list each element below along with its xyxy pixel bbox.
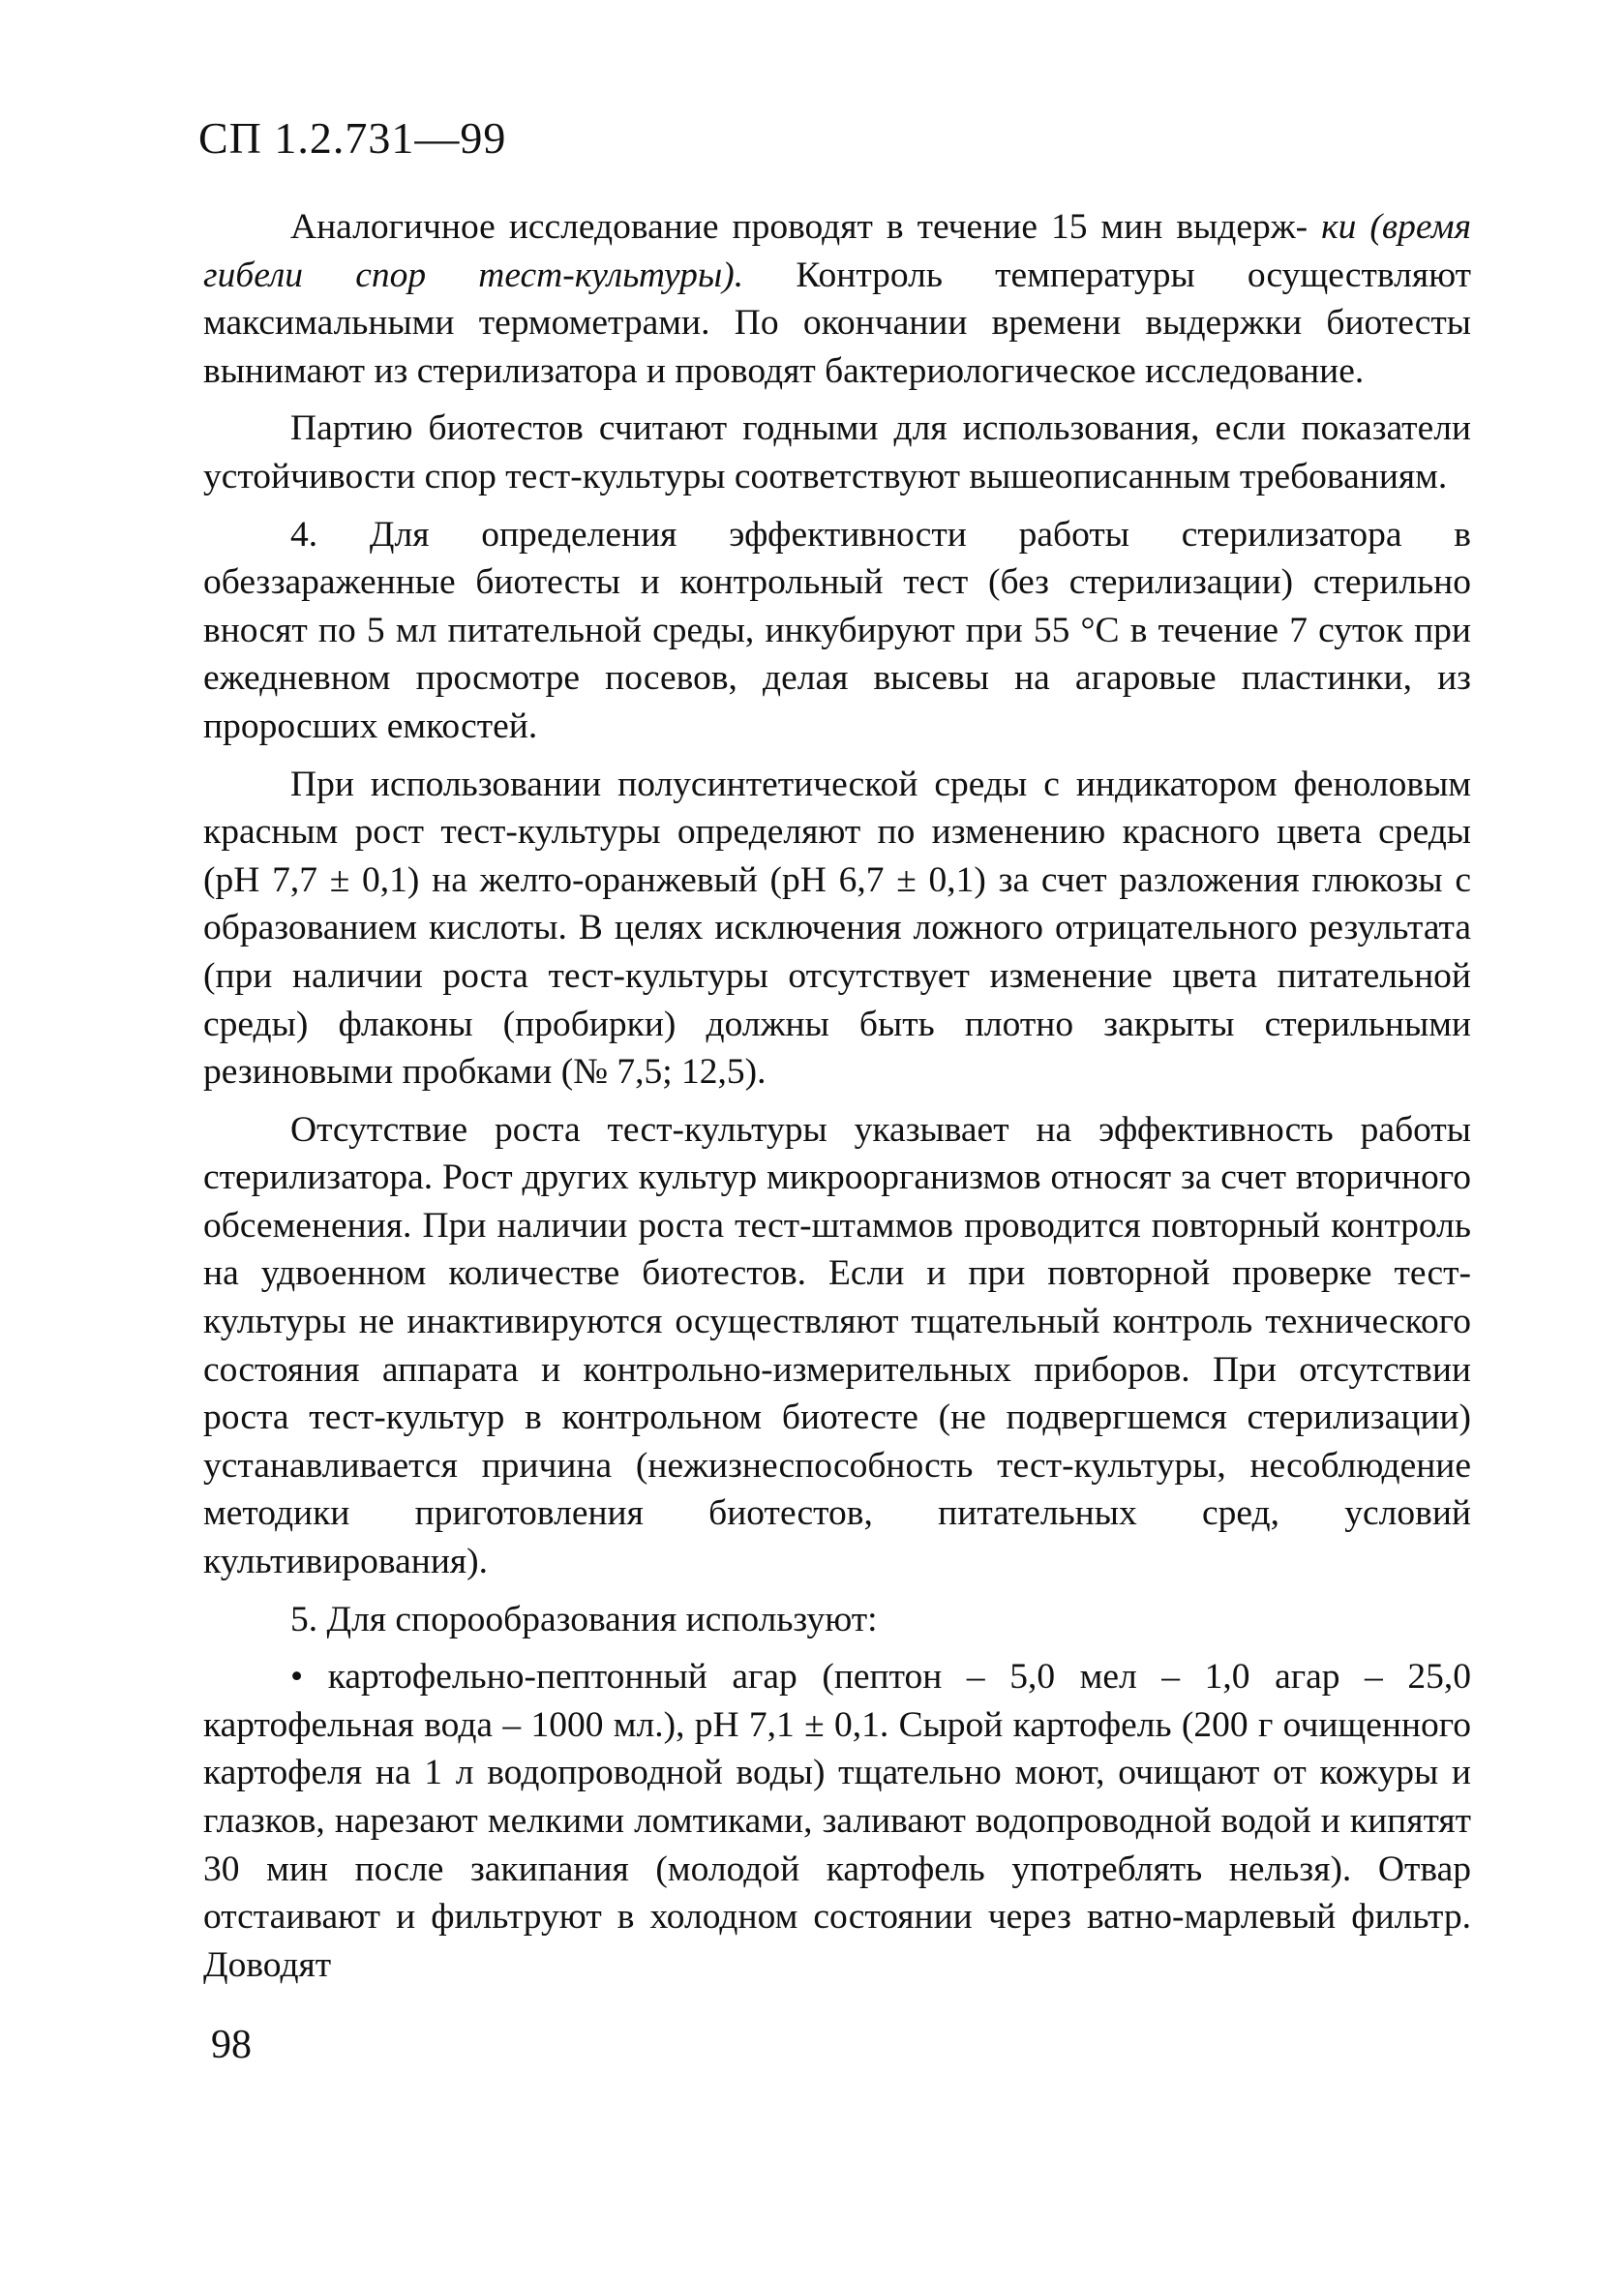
paragraph-analogous-study [203, 203, 1471, 395]
document-body [203, 203, 1471, 1999]
paragraph-italic-text: ки (время гибели спор тест-культуры). [203, 207, 1472, 295]
paragraph-batch-acceptance: Партию биотестов считают годными для использования, если показатели устойчивости спор тест-культуры соответствуют вышеописанным требованиям. [203, 408, 1471, 496]
paragraph-item-4: 4. Для определения эффективности работы стерилизатора в обеззараженные биотесты и контрольный тест (без стерилизации) стерильно вносят по 5 мл питательной среды, инкубируют при 55 °С в течение 7 суток при ежедневном просмотре посевов, делая высевы на агаровые пластинки, из проросших емкостей. [203, 514, 1471, 746]
paragraph-potato-agar-bullet: • картофельно-пептонный агар (пептон – 5,0 мел – 1,0 агар – 25,0 картофельная вода – 1000 мл.), рН 7,1 ± 0,1. Сырой картофель (200 г очищенного картофеля на 1 л водопроводной воды) тщательно моют, очищают от кожуры и глазков, нарезают мелкими ломтиками, заливают водопроводной водой и кипятят 30 мин после закипания (молодой картофель употреблять нельзя). Отвар отстаивают и фильтруют в холодном состоянии через ватно-марлевый фильтр. Доводят [203, 1657, 1471, 1985]
page-number: 98 [211, 2023, 252, 2067]
paragraph-text: Аналогичное исследование проводят в течение 15 мин выдерж- [290, 207, 1308, 247]
paragraph-text: Контроль температуры осуществляют максимальными термометрами. По окончании времени выдержки биотесты вынимают из стерилизатора и проводят бактериологическое исследование. [203, 255, 1471, 391]
paragraph-growth-absence: Отсутствие роста тест-культуры указывает на эффективность работы стерилизатора. Рост других культур микроорганизмов относят за счет вторичного обсеменения. При наличии роста тест-штаммов проводится повторный контроль на удвоенном количестве биотестов. Если и при повторной проверке тест-культуры не инактивируются осуществляют тщательный контроль технического состояния аппарата и контрольно-измерительных приборов. При отсутствии роста тест-культур в контрольном биотесте (не подвергшемся стерилизации) устанавливается причина (нежизнеспособность тест-культуры, несоблюдение методики приготовления биотестов, питательных сред, условий культивирования). [203, 1109, 1471, 1582]
document-code-header: СП 1.2.731—99 [198, 113, 507, 163]
paragraph-indicator-medium: При использовании полусинтетической среды с индикатором феноловым красным рост тест-культуры определяют по изменению красного цвета среды (рН 7,7 ± 0,1) на желто-оранжевый (рН 6,7 ± 0,1) за счет разложения глюкозы с образованием кислоты. В целях исключения ложного отрицательного результата (при наличии роста тест-культуры отсутствует изменение цвета питательной среды) флаконы (пробирки) должны быть плотно закрыты стерильными резиновыми пробками (№ 7,5; 12,5). [203, 764, 1471, 1093]
paragraph-item-5: 5. Для спорообразования используют: [290, 1599, 878, 1639]
